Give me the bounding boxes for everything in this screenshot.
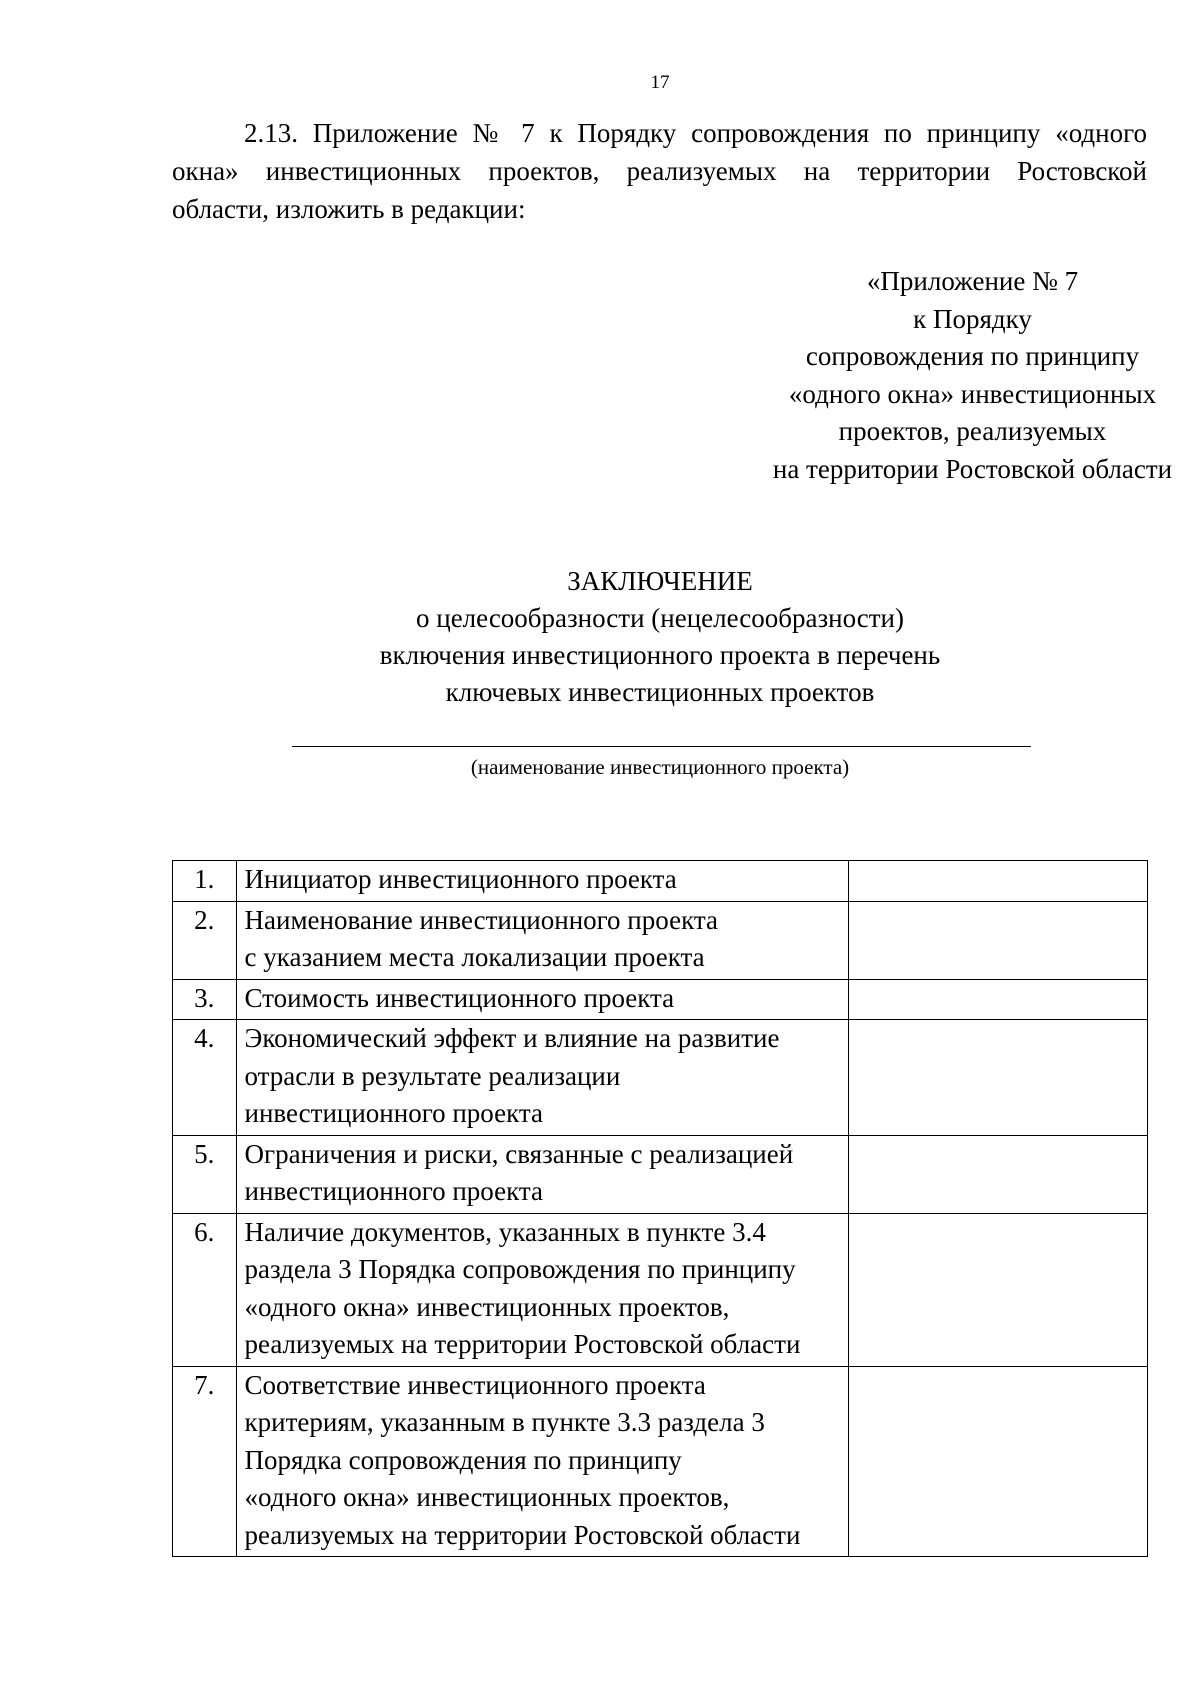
row-number: 7. — [173, 1366, 237, 1557]
intro-line: области, изложить в редакции: — [172, 194, 526, 224]
intro-line: 2.13. Приложение № 7 к Порядку сопровождения по принципу «одного — [244, 118, 1147, 148]
row-description — [236, 1135, 848, 1213]
row-description-line: Инициатор инвестиционного проекта — [244, 864, 677, 894]
appendix-note-line: к Порядку — [913, 303, 1032, 334]
row-description — [236, 861, 848, 902]
row-description-line: отрасли в результате реализации — [244, 1060, 621, 1091]
appendix-note-line: «Приложение № 7 — [866, 266, 1079, 296]
row-description — [236, 901, 848, 979]
conclusion-title: ЗАКЛЮЧЕНИЕ — [567, 566, 753, 596]
row-description-line: Экономический эффект и влияние на развитие — [244, 1023, 780, 1053]
row-value-cell — [848, 861, 1147, 902]
row-description-line: инвестиционного проекта — [244, 1176, 543, 1206]
row-description-line: Наименование инвестиционного проекта — [244, 904, 718, 935]
project-name-caption: (наименование инвестиционного проекта) — [470, 755, 850, 779]
row-value-cell — [848, 1213, 1147, 1366]
conclusion-subtitle-line: ключевых инвестиционных проектов — [445, 677, 875, 707]
row-description-line: с указанием места локализации проекта — [244, 942, 705, 972]
table-row — [173, 1213, 1148, 1366]
table-row — [173, 861, 1148, 902]
row-value-cell — [848, 1020, 1147, 1136]
row-value-cell — [848, 979, 1147, 1020]
conclusion-subtitle-line: включения инвестиционного проекта в перечень — [379, 640, 941, 670]
row-description-line: реализуемых на территории Ростовской области — [244, 1329, 801, 1359]
row-number: 3. — [173, 979, 237, 1020]
appendix-note — [700, 263, 1200, 488]
row-description-line: инвестиционного проекта — [244, 1098, 543, 1128]
row-description — [236, 1020, 848, 1136]
appendix-note-line: на территории Ростовской области — [772, 453, 1173, 484]
row-number: 4. — [173, 1020, 237, 1136]
appendix-note-line: «одного окна» инвестиционных — [788, 378, 1157, 409]
row-description-line: Соответствие инвестиционного проекта — [244, 1369, 706, 1400]
row-value-cell — [848, 1366, 1147, 1557]
row-value-cell — [848, 1135, 1147, 1213]
row-value-cell — [848, 901, 1147, 979]
row-description-line: Стоимость инвестиционного проекта — [244, 982, 675, 1013]
row-description-line: «одного окна» инвестиционных проектов, — [244, 1482, 730, 1512]
table-row — [173, 1366, 1148, 1557]
row-description-line: Порядка сопровождения по принципу — [244, 1444, 682, 1475]
table-row — [173, 1020, 1148, 1136]
row-description — [236, 979, 848, 1020]
row-description-line: реализуемых на территории Ростовской области — [244, 1519, 801, 1550]
conclusion-heading — [210, 563, 1110, 711]
table-row — [173, 1135, 1148, 1213]
row-description-line: Ограничения и риски, связанные с реализацией — [244, 1138, 794, 1169]
table-row — [173, 979, 1148, 1020]
row-description-line: «одного окна» инвестиционных проектов, — [244, 1291, 730, 1322]
conclusion-subtitle-line: о целесообразности (нецелесообразности) — [416, 603, 904, 633]
appendix-note-line: проектов, реализуемых — [838, 416, 1107, 446]
table-row — [173, 901, 1148, 979]
row-description-line: критериям, указанным в пункте 3.3 раздела 3 — [244, 1407, 765, 1437]
row-number: 2. — [173, 901, 237, 979]
intro-line: окна» инвестиционных проектов, реализуемых на территории Ростовской — [172, 156, 1147, 186]
row-number: 1. — [173, 861, 237, 902]
row-description-line: раздела 3 Порядка сопровождения по принципу — [244, 1254, 796, 1284]
row-description — [236, 1366, 848, 1557]
row-number: 6. — [173, 1213, 237, 1366]
appendix-note-line: сопровождения по принципу — [805, 341, 1140, 371]
row-description — [236, 1213, 848, 1366]
row-number: 5. — [173, 1135, 237, 1213]
page-number: 17 — [650, 72, 670, 93]
intro-paragraph — [172, 114, 1147, 228]
row-description-line: Наличие документов, указанных в пункте 3.4 — [244, 1216, 766, 1247]
project-name-line — [292, 746, 1031, 747]
criteria-table — [172, 860, 1148, 1557]
